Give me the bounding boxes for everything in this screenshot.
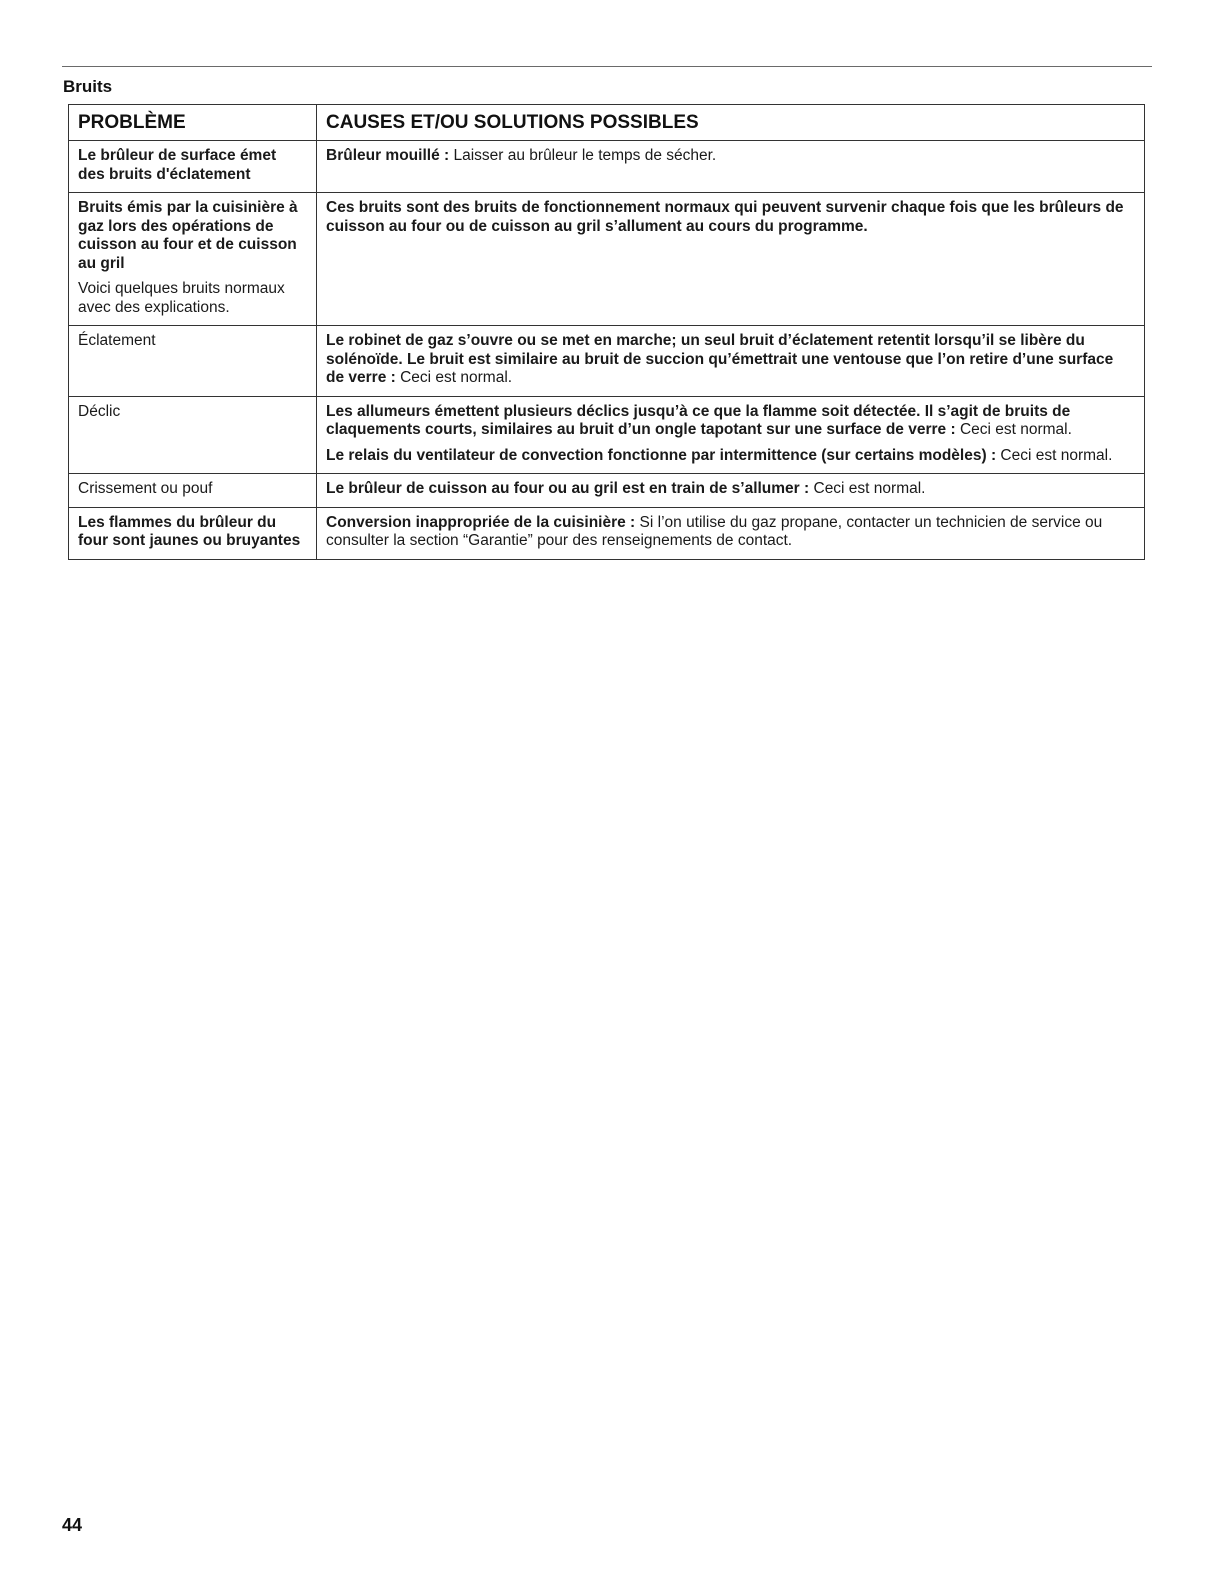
cause-paragraph bbox=[326, 514, 1135, 551]
problem-cell bbox=[69, 326, 317, 397]
problem-text: Le brûleur de surface émet des bruits d'éclatement bbox=[78, 147, 277, 183]
troubleshooting-table bbox=[68, 104, 1145, 560]
problem-cell bbox=[69, 396, 317, 474]
causes-cell bbox=[317, 396, 1145, 474]
problem-text: Déclic bbox=[78, 402, 121, 420]
cause-bold-text: Brûleur mouillé : bbox=[326, 147, 450, 164]
table-row bbox=[69, 396, 1145, 474]
cause-bold-text: Le robinet de gaz s’ouvre ou se met en marche; un seul bruit d’éclatement retentit lorsqu’il se libère du solénoïde. Le bruit est similaire au bruit de succion qu’émettrait une ventouse que l’on retire d’une surface de verre : bbox=[326, 332, 1114, 386]
cause-normal-text: Si l’on utilise du gaz propane, contacter un technicien de service ou consulter la section “Garantie” pour des renseignements de contact. bbox=[326, 513, 1103, 549]
problem-text: Les flammes du brûleur du four sont jaunes ou bruyantes bbox=[78, 513, 301, 549]
cause-paragraph bbox=[326, 332, 1135, 388]
header-problem: PROBLÈME bbox=[69, 105, 317, 141]
cause-normal-text: Ceci est normal. bbox=[395, 369, 513, 386]
page-number: 44 bbox=[62, 1515, 83, 1535]
cause-normal-text: Laisser au brûleur le temps de sécher. bbox=[449, 147, 717, 164]
section-title: Bruits bbox=[63, 77, 113, 96]
cause-bold-text: Le relais du ventilateur de convection fonctionne par intermittence (sur certains modèles) : bbox=[326, 446, 997, 464]
cause-bold-text: Ces bruits sont des bruits de fonctionnement normaux qui peuvent survenir chaque fois que les brûleurs de cuisson au four ou de cuisson au gril s’allument au cours du programme. bbox=[326, 199, 1124, 235]
cause-paragraph bbox=[326, 447, 1135, 466]
header-causes: CAUSES ET/OU SOLUTIONS POSSIBLES bbox=[317, 105, 1145, 141]
table-row bbox=[69, 141, 1145, 193]
table-row bbox=[69, 326, 1145, 397]
causes-cell bbox=[317, 193, 1145, 326]
causes-cell bbox=[317, 474, 1145, 508]
problem-cell bbox=[69, 474, 317, 508]
problem-cell bbox=[69, 507, 317, 559]
causes-cell bbox=[317, 326, 1145, 397]
table-header-row bbox=[69, 105, 1145, 141]
table-row bbox=[69, 474, 1145, 508]
causes-cell bbox=[317, 507, 1145, 559]
cause-normal-text: Ceci est normal. bbox=[955, 421, 1072, 438]
cause-paragraph bbox=[326, 147, 1135, 166]
problem-cell bbox=[69, 141, 317, 193]
problem-text: Éclatement bbox=[78, 332, 156, 349]
problem-note: Voici quelques bruits normaux avec des explications. bbox=[78, 280, 285, 316]
cause-paragraph bbox=[326, 480, 1135, 499]
cause-normal-text: Ceci est normal. bbox=[996, 446, 1113, 464]
table-row bbox=[69, 193, 1145, 326]
cause-normal-text: Ceci est normal. bbox=[809, 480, 926, 497]
cause-paragraph bbox=[326, 403, 1135, 440]
cause-bold-text: Les allumeurs émettent plusieurs déclics jusqu’à ce que la flamme soit détectée. Il s’agit de bruits de claquements courts, similaires au bruit d’un ongle tapotant sur une surface de verre : bbox=[326, 402, 1071, 438]
causes-cell bbox=[317, 141, 1145, 193]
problem-cell bbox=[69, 193, 317, 326]
table-row bbox=[69, 507, 1145, 559]
top-divider bbox=[62, 66, 1152, 67]
cause-bold-text: Le brûleur de cuisson au four ou au gril est en train de s’allumer : bbox=[326, 480, 810, 497]
problem-text: Crissement ou pouf bbox=[78, 480, 213, 497]
cause-bold-text: Conversion inappropriée de la cuisinière : bbox=[326, 513, 636, 531]
problem-text: Bruits émis par la cuisinière à gaz lors des opérations de cuisson au four et de cuisson au gril bbox=[78, 199, 298, 272]
